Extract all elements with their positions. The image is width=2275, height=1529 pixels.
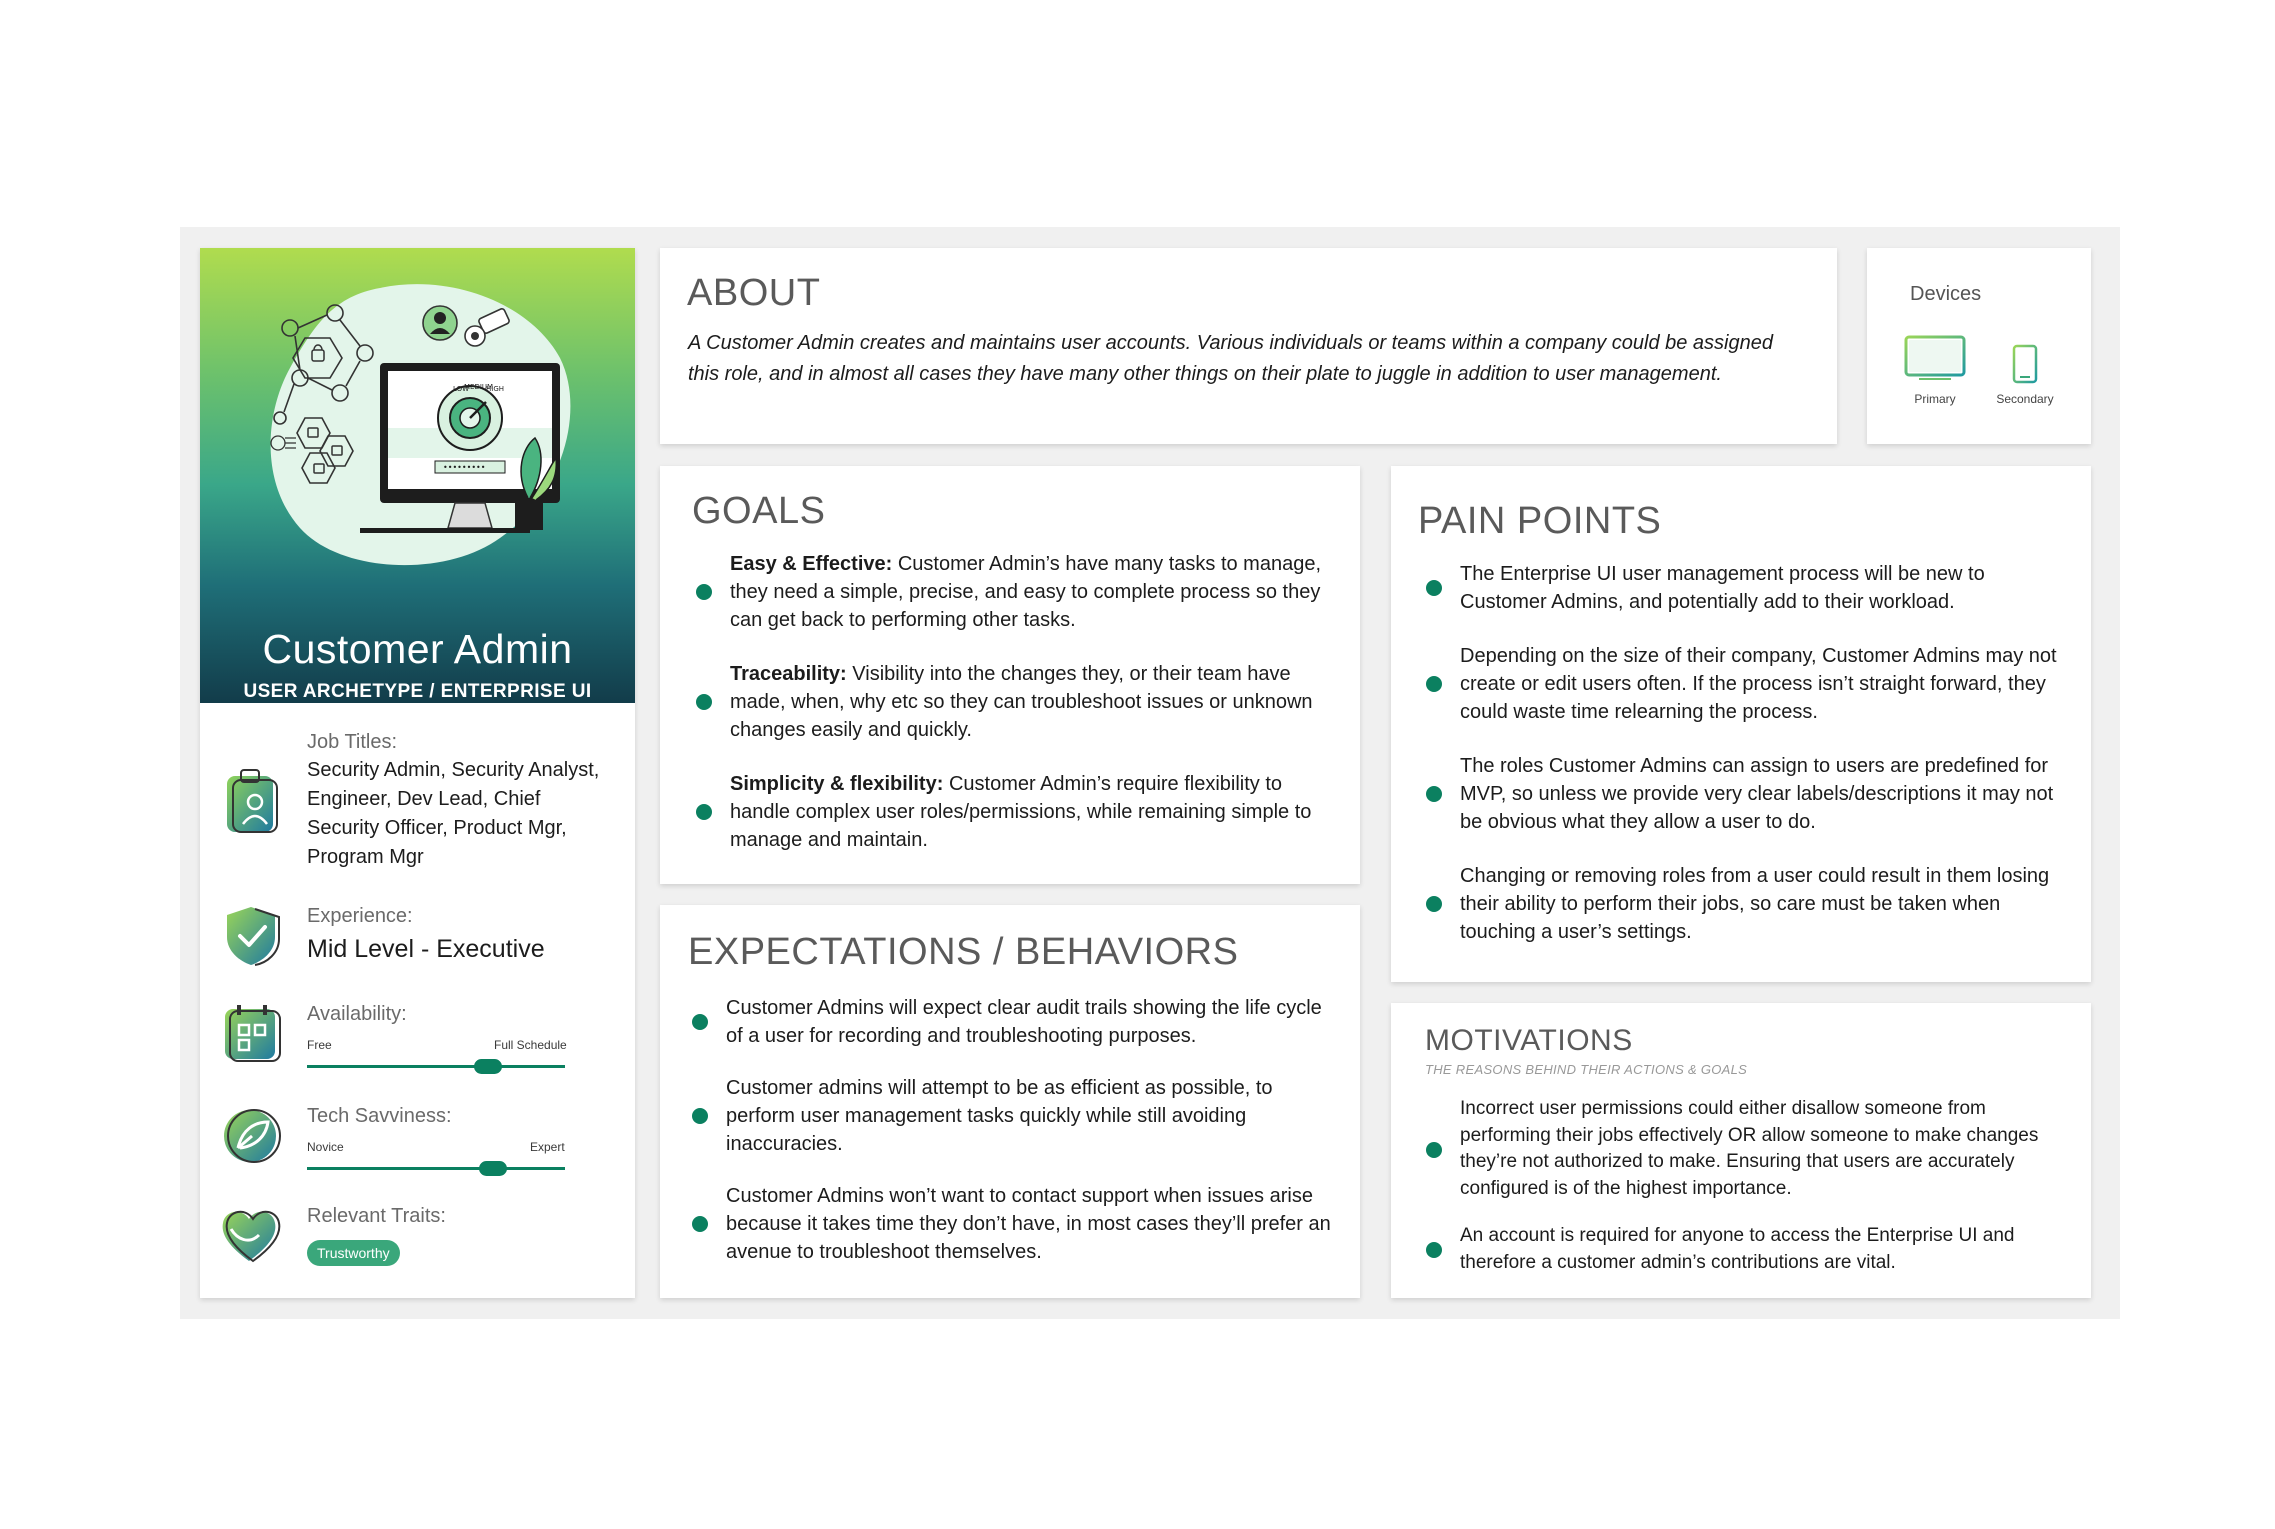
- pain-point-item-text: The roles Customer Admins can assign to users are predefined for MVP, so unless we provide very clear labels/descriptions it may not be obvious what they allow a user to do.: [1460, 755, 2054, 833]
- bullet-dot: [696, 694, 712, 710]
- heart-icon: [219, 1205, 285, 1265]
- bullet-dot: [1426, 786, 1442, 802]
- expectation-item-text: Customer Admins won’t want to contact support when issues arise because it takes time they don’t have, in most cases they’ll prefer an avenue to troubleshoot themselves.: [726, 1185, 1331, 1263]
- expectation-item: [726, 1074, 1336, 1158]
- tech-max-label: Expert: [530, 1140, 565, 1154]
- goal-item-text: Visibility into the changes they, or their team have made, when, why etc so they can troubleshoot issues or unknown changes easily and quickly.: [730, 663, 1313, 741]
- motivations-title: MOTIVATIONS: [1425, 1024, 1633, 1057]
- pain-point-item-text: The Enterprise UI user management process will be new to Customer Admins, and potentially add to their workload.: [1460, 563, 1985, 613]
- motivations-subtitle: THE REASONS BEHIND THEIR ACTIONS & GOALS: [1425, 1062, 1748, 1077]
- experience-label: Experience:: [307, 905, 413, 927]
- persona-name: Customer Admin: [262, 626, 573, 672]
- expectation-item: [726, 1182, 1336, 1266]
- motivation-item: [1460, 1223, 2068, 1276]
- bullet-dot: [1426, 1142, 1442, 1158]
- id-badge-icon: [223, 766, 285, 834]
- goal-item-text: Customer Admin’s have many tasks to manage, they need a simple, precise, and easy to complete process so they can get back to performing other tasks.: [730, 553, 1322, 631]
- pain-point-item: [1460, 752, 2068, 836]
- expectation-item-text: Customer admins will attempt to be as efficient as possible, to perform user management tasks quickly while still avoiding inaccuracies.: [726, 1077, 1273, 1155]
- availability-slider-track[interactable]: [307, 1065, 565, 1068]
- bullet-dot: [1426, 896, 1442, 912]
- motivation-item: [1460, 1096, 2068, 1202]
- goal-item: [730, 550, 1330, 634]
- devices-card: [1867, 248, 2091, 444]
- bullet-dot: [692, 1216, 708, 1232]
- tech-slider-handle[interactable]: [479, 1161, 507, 1176]
- pain-point-item: [1460, 862, 2068, 946]
- tech-min-label: Novice: [307, 1140, 344, 1154]
- motivation-item-text: Incorrect user permissions could either disallow someone from performing their jobs effectively OR allow someone to make changes they’re not authorized to make. Ensuring that users are accurately configured is of the highest importance.: [1460, 1098, 2039, 1199]
- hero-art-medium: MEDIUM: [464, 383, 494, 391]
- motivation-item-text: An account is required for anyone to access the Enterprise UI and therefore a customer admin’s contributions are vital.: [1460, 1225, 2015, 1273]
- job-titles-label: Job Titles:: [307, 731, 398, 753]
- tech-slider-track[interactable]: [307, 1167, 565, 1170]
- device-primary-label: Primary: [1914, 392, 1956, 406]
- monitor-icon: [1903, 334, 1967, 384]
- bullet-dot: [692, 1108, 708, 1124]
- mobile-icon: [2012, 344, 2038, 384]
- hero-art-low: LOW: [453, 385, 470, 393]
- shield-check-icon: [223, 903, 285, 967]
- tech-savviness-label: Tech Savviness:: [307, 1105, 452, 1127]
- experience-value: Mid Level - Executive: [307, 935, 545, 963]
- persona-subtitle: USER ARCHETYPE / ENTERPRISE UI: [243, 681, 592, 702]
- pain-point-item: [1460, 642, 2068, 726]
- expectations-title: EXPECTATIONS / BEHAVIORS: [688, 931, 1239, 973]
- about-text: A Customer Admin creates and maintains user accounts. Various individuals or teams within a company could be assigned this role, and in almost all cases they have many other things on their plate to juggle in addition to user management.: [688, 332, 1773, 385]
- availability-max-label: Full Schedule: [494, 1038, 567, 1052]
- goal-item-heading: Traceability:: [730, 663, 847, 685]
- goal-item: [730, 660, 1330, 744]
- bullet-dot: [692, 1014, 708, 1030]
- bullet-dot: [696, 804, 712, 820]
- devices-title: Devices: [1910, 283, 1982, 305]
- trait-badge: Trustworthy: [307, 1240, 400, 1266]
- pain-points-title: PAIN POINTS: [1418, 500, 1662, 542]
- traits-label: Relevant Traits:: [307, 1205, 446, 1227]
- bullet-dot: [1426, 676, 1442, 692]
- pain-point-item-text: Depending on the size of their company, Customer Admins may not create or edit users often. If the process isn’t straight forward, they could waste time relearning the process.: [1460, 645, 2057, 723]
- availability-min-label: Free: [307, 1038, 332, 1052]
- goal-item-heading: Simplicity & flexibility:: [730, 773, 944, 795]
- pain-point-item: [1460, 560, 2068, 616]
- goal-item-text: Customer Admin’s require flexibility to handle complex user roles/permissions, while remaining simple to manage and maintain.: [730, 773, 1312, 851]
- password-mask: •••••••••: [443, 463, 486, 472]
- bullet-dot: [1426, 580, 1442, 596]
- job-titles-value: Security Admin, Security Analyst, Engineer, Dev Lead, Chief Security Officer, Product Mgr, Program Mgr: [307, 759, 600, 868]
- availability-label: Availability:: [307, 1003, 407, 1025]
- profile-hero: [200, 248, 635, 703]
- expectation-item-text: Customer Admins will expect clear audit trails showing the life cycle of a user for recording and troubleshooting purposes.: [726, 997, 1322, 1047]
- hero-art-high: HIGH: [486, 385, 505, 393]
- pain-point-item-text: Changing or removing roles from a user could result in them losing their ability to perform their jobs, so care must be taken when touching a user’s settings.: [1460, 865, 2050, 943]
- goals-title: GOALS: [692, 490, 826, 532]
- device-secondary-label: Secondary: [1996, 392, 2054, 406]
- about-title: ABOUT: [687, 272, 821, 314]
- calendar-icon: [223, 1003, 283, 1063]
- goal-item-heading: Easy & Effective:: [730, 553, 893, 575]
- expectation-item: [726, 994, 1336, 1050]
- availability-slider-handle[interactable]: [474, 1059, 502, 1074]
- security-illustration: [260, 278, 590, 578]
- leaf-gauge-icon: [222, 1106, 284, 1166]
- bullet-dot: [1426, 1242, 1442, 1258]
- goal-item: [730, 770, 1330, 854]
- bullet-dot: [696, 584, 712, 600]
